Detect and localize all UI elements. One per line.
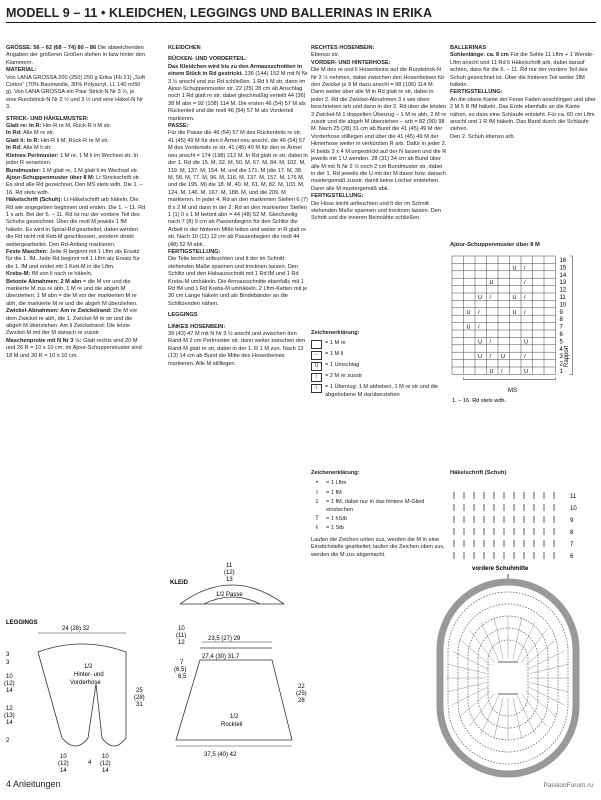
dim-label: 12: [6, 706, 13, 712]
paragraph-text: Lt Häkelschrift arb häkeln. Die Rd wie angegeben beginnen und enden. Die 1. – 11. Rd 1 x arb. Bei der 6. – 11. Rd ist nur der vordere Teil des Schuhs gezeichnet. Über die restl M jeweils 1 fM häkeln. Es wird in Spiral-Rd gearbeitet, dabei werden die Rd nicht mit Kett-M geschlossen, sondern direkt weitergearbeitet. Den Rd-Anfang markieren.: [6, 197, 146, 248]
paragraph: [6, 338, 146, 360]
paragraph-text: Für die Passe die 46 (54) 57 M des Rückenteils re str, 41 (45) 49 M für den li Ärmel neu anschl, die 46 (54) 57 M des Vorderteils re str, 41 (45) 49 M für den re Ärmel neu anschl = 174 (198) 212 M. In Rd glatt re str, dabei in der 1. Rd die 15. M, 32. M, 50. M, 67. M, 84. M, 102. M, 119. M, 137. M, 154. M, und die 171. M (die 17. M, 38. M, 58. M, 77. M, 96. M, 116. M, 137. M, 157. M, 176 M, und die 195. M) die 18. M, 40. M, 61. M, 82. M, 103. M, 124. M, 146. M, 167. M, 188. M, und die 209. M markieren. In jeder 4. Rd an den markierten Stellen 6 (7) 8 x 2 M und dann in der 2. Rd an den markierten Stellen 1 (1) 0 x 1 M betont abn = 44 (48) 52 M. Gleichzeitig nach 7 (8) 9 cm ab Passenbeginn für den Schlitz die Arbeit in der hinteren Mitte teilen und weiter in R glatt re str. Nach 10 (11) 12 cm ab Passenbeginn die restl 44 (48) 52 M abk.: [168, 130, 308, 248]
paragraph-heading: FERTIGSTELLUNG:: [168, 248, 221, 255]
watermark: PassionForum.ru: [543, 782, 593, 789]
paragraph-heading: Zwickel-Abnahmen: Am re Zwickelrand:: [6, 308, 112, 315]
passe-label: 1/2 Passe: [216, 592, 243, 598]
page-header: [6, 4, 596, 23]
paragraph: [311, 60, 447, 193]
dim-label: (12): [224, 570, 235, 576]
paragraph-text: Lt Strickschrift str. Es sind alle Rd gezeichnet. Den MS stets wdh. Die 1. – 16. Rd stets wdh.: [6, 174, 143, 196]
legend-item: = 1 M re: [325, 340, 346, 347]
paragraph-heading: Bundmuster:: [6, 167, 41, 174]
row-number: 15: [559, 265, 567, 272]
legend-item: = 1 fM, dabei nur in das hintere M-Glied einstechen: [326, 499, 425, 513]
row-number: 10: [570, 506, 577, 512]
paragraph-heading: KLEIDCHEN: [168, 45, 201, 51]
row-number: 10: [559, 302, 567, 309]
paragraph-heading: RÜCKEN- UND VORDERTEIL:: [168, 56, 247, 63]
paragraph: [6, 153, 146, 168]
paragraph: [6, 138, 146, 145]
paragraph-text: 1 M glatt re, 1 M glatt li im Wechsel str.: [42, 167, 139, 174]
paragraph-text: Ebenso str.: [311, 52, 339, 59]
legend-crochet-note: Laufen die Zeichen unten zus, werden die M in eine Einstichstelle gearbeitet; laufen die Zeichen oben zus, werden die M zus abgemacht.: [311, 536, 445, 558]
sole-ray: [513, 697, 522, 738]
dim-label: 37,5 (40) 42: [204, 752, 237, 758]
haekel-chart: [420, 480, 596, 776]
paragraph: [450, 45, 596, 52]
paragraph: [168, 123, 308, 249]
dim-label: 13: [226, 577, 233, 583]
paragraph: [168, 312, 308, 319]
legend-crochet-title: Zeichenerklärung:: [311, 470, 360, 476]
paragraph-heading: Krebs-M:: [6, 271, 31, 278]
dim-label: 4: [88, 760, 92, 766]
legend-knit-title: Zeichenerklärung:: [311, 330, 360, 336]
paragraph: [6, 130, 146, 137]
dim-label: 31: [136, 702, 143, 708]
paragraph: [168, 249, 308, 308]
chain-icon: •: [315, 480, 319, 487]
row-number: 6: [559, 332, 563, 338]
paragraph-heading: Maschenprobe mit N Nr 3 ½:: [6, 337, 82, 344]
stitch-symbol: /: [489, 339, 492, 346]
stitch-symbol: U: [512, 295, 517, 301]
rock-label: Rockteil: [221, 722, 243, 728]
stitch-symbol: /: [478, 324, 480, 331]
column-2: [168, 45, 308, 368]
paragraph-text: Hin-R re M, Rück-R li M str.: [43, 123, 112, 130]
sc-icon: ǀ: [316, 489, 318, 496]
sole-chart: [440, 582, 576, 774]
paragraph: [311, 193, 447, 223]
paragraph-text: Die abweichenden Angaben der größeren Größen stehen in bzw hinter den Klammern.: [6, 45, 145, 66]
paragraph: [168, 56, 308, 63]
paragraph: [6, 123, 146, 130]
paragraph: [6, 249, 146, 271]
sole-ray: [494, 618, 503, 659]
paragraph-text: fM von li nach re häkeln.: [31, 271, 93, 278]
legend-item: = 1 Umschlag: [325, 362, 360, 369]
dim-label: 10: [6, 674, 13, 680]
paragraph-heading: BALLERINAS: [450, 45, 487, 51]
sole-ray: [469, 694, 494, 727]
dim-label: 10: [178, 626, 185, 632]
sc-back-loop-icon: ɪ: [315, 499, 319, 506]
page-footer: [6, 779, 61, 789]
paragraph: [311, 45, 447, 60]
ajour-chart: [450, 252, 596, 404]
paragraph-text: An die obere Kante der Ferse Faden anschlingen und über 2 M 5 R fM häkeln. Das Ende ebenfalls an die Kante nähen, so dass eine Schlaufe entsteht. Für ca. 60 cm Lftm anschl und 1 R fM häkeln. Das Band durch die Schlaufe ziehen.: [450, 96, 596, 133]
stitch-symbol: U: [524, 339, 528, 346]
dim-label: (25): [296, 691, 307, 697]
legend-item: = 2 M re zusstr: [325, 373, 363, 380]
paragraph: [450, 89, 596, 133]
hinter-label: Hinter- und: [74, 672, 104, 678]
sole-ray: [525, 690, 556, 716]
sole-ray: [494, 697, 503, 738]
stitch-symbol: /: [524, 354, 526, 361]
paragraph: [168, 45, 308, 52]
stitch-symbol: U: [501, 354, 505, 361]
paragraph-text: Die Hose leicht anfeuchten und lt der im Schnitt stehenden Maße spannen und trocknen lassen. Den Schritt und die inneren Beinnähte schließen.: [311, 200, 441, 222]
column-4: [450, 45, 596, 141]
paragraph: [168, 324, 308, 368]
row-number: 8: [559, 317, 563, 324]
dim-label: 27,4 (30) 31,7: [202, 654, 240, 660]
stitch-symbol: U: [489, 280, 494, 287]
dim-label: 14: [6, 720, 13, 726]
sole-ray: [518, 622, 535, 660]
paragraph-text: = die M vor und die markierte M zus re abh, 1 M re und die abgeh M überziehen; 1 M abn = die M vor der markierten M re abh, die markierte M re und die abgeh M überziehen.: [6, 278, 138, 307]
front-label: vordere Schuhmitte: [472, 566, 529, 572]
paragraph-heading: Häkelschrift (Schuh):: [6, 197, 63, 204]
row-number: 9: [570, 518, 574, 524]
paragraph: [6, 45, 146, 67]
paragraph-text: Hin-R li M, Rück-R re M str.: [40, 137, 109, 144]
row-number: 1: [559, 369, 563, 375]
paragraph-heading: In Rd:: [6, 145, 22, 152]
row-number: 3: [559, 354, 563, 361]
stitch-symbol: U: [478, 295, 482, 301]
dim-label: 10: [60, 754, 67, 760]
paragraph: [6, 116, 146, 123]
paragraph-heading: Glatt li: In R:: [6, 137, 40, 144]
stitch-symbol: /: [489, 354, 492, 361]
stitch-symbol: U: [466, 324, 471, 331]
paragraph-heading: STRICK- UND HÄKELMUSTER:: [6, 115, 89, 122]
dim-label: (12): [4, 681, 15, 687]
row-number: 7: [570, 542, 574, 548]
stitch-symbol: /: [524, 309, 526, 316]
paragraph-heading: FERTIGSTELLUNG:: [311, 193, 364, 200]
row-number: 14: [559, 272, 567, 279]
paragraph: [6, 197, 146, 249]
dim-label: 7: [180, 660, 184, 666]
paragraph: [6, 175, 146, 197]
paragraph: [6, 145, 146, 152]
dim-label: 2: [6, 738, 10, 744]
row-number: 11: [559, 295, 566, 301]
ms-label: MS: [508, 388, 517, 394]
dim-label: 3: [6, 660, 10, 666]
dim-label: 14: [6, 688, 13, 694]
sole-ray: [460, 639, 491, 665]
dim-label: 25: [136, 688, 143, 694]
paragraph-heading: Betonte Abnahmen: 2 M abn: [6, 278, 82, 285]
paragraph-text: 39 (43) 47 M mit N Nr 3 ½ anschl und zwischen den Rand-M 2 cm Perlmuster str, dann weiter zwischen den Rand-M glatt re str, dabei in der 1. R 1 M zun. Nach 12 (13) 14 cm ab Bund die Mitte des Hosenbeines markieren. Alle M stilllegen.: [168, 331, 306, 367]
paragraph: [6, 308, 146, 338]
knit-icon: [311, 340, 322, 349]
skp-icon: \: [311, 384, 322, 393]
dim-label: 11: [226, 563, 233, 569]
legend-item: = 1 Überzug: 1 M abheben, 1 M re str und die abgehobene M darüberziehen: [325, 384, 439, 398]
dim-label: 3: [6, 652, 10, 658]
paragraph-heading: Ajour-Schuppenmuster über 8 M:: [6, 174, 95, 181]
stitch-symbol: /: [524, 280, 526, 287]
stitch-symbol: U: [512, 265, 517, 272]
stitch-symbol: U: [489, 369, 494, 375]
paragraph-heading: LINKES HOSENBEIN:: [168, 323, 226, 330]
legend-knit: [311, 330, 447, 401]
column-1: [6, 45, 146, 360]
ajour-note: 1. – 16. Rd stets wdh.: [452, 398, 507, 404]
paragraph-text: Von LANA GROSSA 200 (250) 250 g Erika (Fb 21) „Soft Cotton“ (70% Baumwolle, 30% Polyacryl, LL 140 m/50 g). Von LANA GROSSA ein Paar Strick-N Nr 3 ½, je eine Rundstrick-N Nr 2 ½ und 3 ½ und eine Häkel-N Nr 3.: [6, 74, 145, 111]
row-number: 4: [559, 346, 563, 353]
sole-ray: [525, 639, 556, 665]
yarn-over-icon: U: [311, 362, 322, 371]
sole-ray: [518, 696, 535, 734]
legend-item: = 1 hStb: [326, 516, 347, 523]
dim-label: 23,5 (27) 29: [208, 636, 241, 642]
paragraph-text: Für die Sohle 11 Lftm + 1 Wende-Lftm anschl und 11 Rd lt Häkelschrift arb, dabei darauf achten, dass für die 6. – 11. Rd nur der vordere Teil des Schuh gezeichnet ist. Über die hinteren Teil weiter 1fM häkeln.: [450, 52, 594, 89]
dim-label: 14: [102, 768, 109, 774]
sole-ray: [481, 696, 498, 734]
half-label: 1/2: [84, 664, 93, 670]
dc-icon: ŧ: [316, 525, 318, 532]
page-title: MODELL 9 – 11 • KLEIDCHEN, LEGGINGS UND BALLERINAS IN ERIKA: [6, 6, 433, 20]
dim-label: (13): [4, 713, 15, 719]
k2tog-icon: /: [311, 373, 322, 382]
dim-label: (12): [100, 761, 111, 767]
stitch-symbol: /: [524, 295, 526, 301]
row-number: 13: [559, 280, 567, 287]
stitch-symbol: /: [478, 309, 480, 316]
row-number: 6: [570, 554, 574, 560]
kleid-schematic: [160, 560, 310, 776]
paragraph-text: Jede R beginnt mit 1 Lftm als Ersatz für die 1. fM. Jede Rd beginnt mit 1 Lftm als Ersatz für die 1. fM und endet mit 1 Kett-M in die Lftm.: [6, 248, 140, 270]
paragraph: [450, 52, 596, 89]
row-number: 12: [559, 287, 567, 294]
paragraph-heading: In Rd:: [6, 130, 22, 137]
legend-item: = 1 Lftm: [326, 480, 347, 487]
dim-label: 24 (28) 32: [62, 626, 90, 632]
purl-icon: –: [311, 351, 322, 360]
paragraph-heading: Das Kleidchen wird bis zu den Armausschnitten in einem Stück in Rd gestrickt.: [168, 63, 303, 78]
stitch-symbol: U: [466, 309, 471, 316]
legend-item: = 1 fM: [326, 489, 342, 496]
leggings-title: LEGGINGS: [6, 620, 38, 626]
row-number: 16: [559, 258, 567, 264]
legend-item: = 1 Stb: [326, 525, 344, 532]
paragraph-text: 1 M re, 1 M li im Wechsel str. In jeder R versetzen.: [6, 152, 139, 167]
haekel-title: Häkelschrift (Schuh): [450, 470, 507, 476]
stitch-symbol: /: [501, 369, 503, 375]
paragraph-text: Alle M li str.: [23, 145, 52, 152]
half-label: 1/2: [230, 714, 239, 720]
paragraph-text: Die M des re und li Hosenbeins auf die Rundstrick-N Nr 3 ½ nehmen, dabei zwischen den Hosenbeinen für den Zwickel je 9 M dazu anschl = 98 (106) 114 M. Dann weiter über alle M in Rd glatt re str, dabei in jeder 2. Rd die Zwickel-Abnahmen 3 x wie oben beschrieben arb und dann in der 2. Rd über die letzten 3 Zwickel-M 1 doppelten Überzug – 1 M re abh, 2 M re zusstr und die abgeh M überziehen – arb = 82 (90) 98 M. Nach 25 (28) 31 cm ab Bund die 41 (45) 49 M der Vorderhose stilllegen und über die 41 (45) 49 M der Hinterhose weiter in verkürzten R arb. Dafür in jeder 2. R beids 3 x 4 M ungestrickt auf der N lassen und die R jeweils mit 1 U wenden. 28 (31) 34 cm ab Bund über alle M mit N Nr 2 ½ noch 2 cm Bundmuster str, dabei in der 1. Rd jeweils die U mit der M davor bzw. danach mustergemäß zusstr, damit keine Löcher entstehen. Dann alle M mustergemäß abk.: [311, 67, 447, 192]
paragraph-heading: Kleines Perlmuster:: [6, 152, 59, 159]
sole-ray: [460, 690, 491, 716]
paragraph-heading: FERTIGSTELLUNG:: [450, 89, 503, 96]
rapport-label: Rapport: [564, 345, 570, 367]
row-number: 7: [559, 324, 563, 331]
dim-label: 14: [60, 768, 67, 774]
stitch-symbol: U: [478, 339, 482, 346]
sole-ray: [481, 622, 498, 660]
dim-label: (12): [58, 761, 69, 767]
leggings-schematic: [6, 618, 156, 776]
row-number: 8: [570, 530, 574, 536]
sole-ray: [522, 630, 547, 663]
page-number: 4: [6, 779, 12, 789]
stitch-symbol: /: [489, 295, 492, 301]
paragraph-text: Alle M re str.: [23, 130, 55, 137]
paragraph-heading: Sohlenlänge: ca. 8 cm: [450, 52, 509, 59]
paragraph-text: Den 2. Schuh ebenso arb.: [450, 133, 515, 140]
paragraph-heading: LEGGINGS: [168, 312, 198, 319]
hdc-icon: T: [315, 516, 319, 523]
paragraph-heading: VORDER- UND HINTERHOSE:: [311, 59, 391, 66]
paragraph-heading: GRÖSSE: 56 – 62 (68 – 74) 80 – 86: [6, 45, 97, 51]
dim-label: 6,5: [178, 674, 187, 680]
dim-label: 22: [298, 684, 305, 690]
paragraph-text: 136 (144) 152 M mit N Nr 3 ½ anschl und zur Rd schließen. 1 Rd li M str, dann im Ajour-Schuppenmuster str. 22 (25) 28 cm ab Anschlag noch 1 Rd glatt re str, dabei gleichmäßig verteilt 44 (36) 38 M abn = 92 (108) 114 M. Die ersten 46 (54) 57 M als Rückenteil und die restl 46 (54) 57 M als Vorderteil markieren.: [168, 71, 308, 122]
paragraph: [6, 168, 146, 175]
sole-ray: [469, 630, 494, 663]
paragraph: [450, 134, 596, 141]
dim-label: (6,5): [174, 667, 187, 673]
paragraph: [6, 279, 146, 309]
paragraph: [168, 64, 308, 123]
paragraph: [6, 271, 146, 278]
paragraph-text: Glatt rechts sind 20 M und 26 R = 10 x 10 cm; im Ajour-Schuppenmuster sind 18 M und 30 R = 10 x 10 cm.: [6, 337, 142, 359]
kleid-title: KLEID: [170, 580, 188, 586]
paragraph-text: Die Teile leicht anfeuchten und lt der im Schnitt stehenden Maße spannen und trocknen lassen. Den Schlitz und den Halsausschnitt mit 1 Rd fM und 1 Rd Krebs-M umhäkeln. Die Armausschnitte ebenfalls mit 1 Rd fM und 1 Rd Krebs-M umhäkeln. 2 Lftm-Ketten mit je 30 cm Länge häkeln und als Bindebänder an die Schlitzenden nähen.: [168, 256, 308, 307]
dim-label: 28: [298, 698, 305, 704]
sole-ray: [522, 694, 547, 727]
dim-label: 12: [178, 640, 185, 646]
dim-label: (28): [134, 695, 145, 701]
stitch-symbol: U: [512, 309, 517, 316]
vorder-label: Vorderhose: [70, 680, 101, 686]
stitch-symbol: U: [524, 369, 528, 375]
legend-item: = 1 M li: [325, 351, 344, 358]
footer-label: Anleitungen: [13, 779, 61, 789]
stitch-symbol: /: [524, 265, 526, 272]
dim-label: 10: [102, 754, 109, 760]
paragraph-heading: PASSE:: [168, 123, 189, 130]
paragraph: [6, 67, 146, 111]
dim-label: (11): [176, 633, 187, 639]
paragraph-heading: MATERIAL:: [6, 67, 37, 74]
paragraph-heading: Glatt re: In R:: [6, 123, 42, 130]
row-number: 2: [559, 361, 563, 368]
stitch-symbol: U: [478, 354, 482, 361]
paragraph-text: Die M vor dem Zwickel re abh, die 1. Zwickel-M re str und die abgeh M überziehen. Am li Zwickelrand: Die letzte Zwickel-M mit der M danach re zusstr.: [6, 308, 138, 337]
paragraph-heading: RECHTES HOSENBEIN:: [311, 45, 375, 51]
row-number: 9: [559, 309, 563, 316]
sole-ray: [513, 618, 522, 659]
ajour-title: Ajour-Schuppenmuster über 8 M: [450, 242, 540, 248]
row-number: 5: [559, 339, 563, 346]
column-3: [311, 45, 447, 223]
paragraph-heading: Feste Maschen:: [6, 248, 48, 255]
row-number: 11: [570, 494, 577, 500]
